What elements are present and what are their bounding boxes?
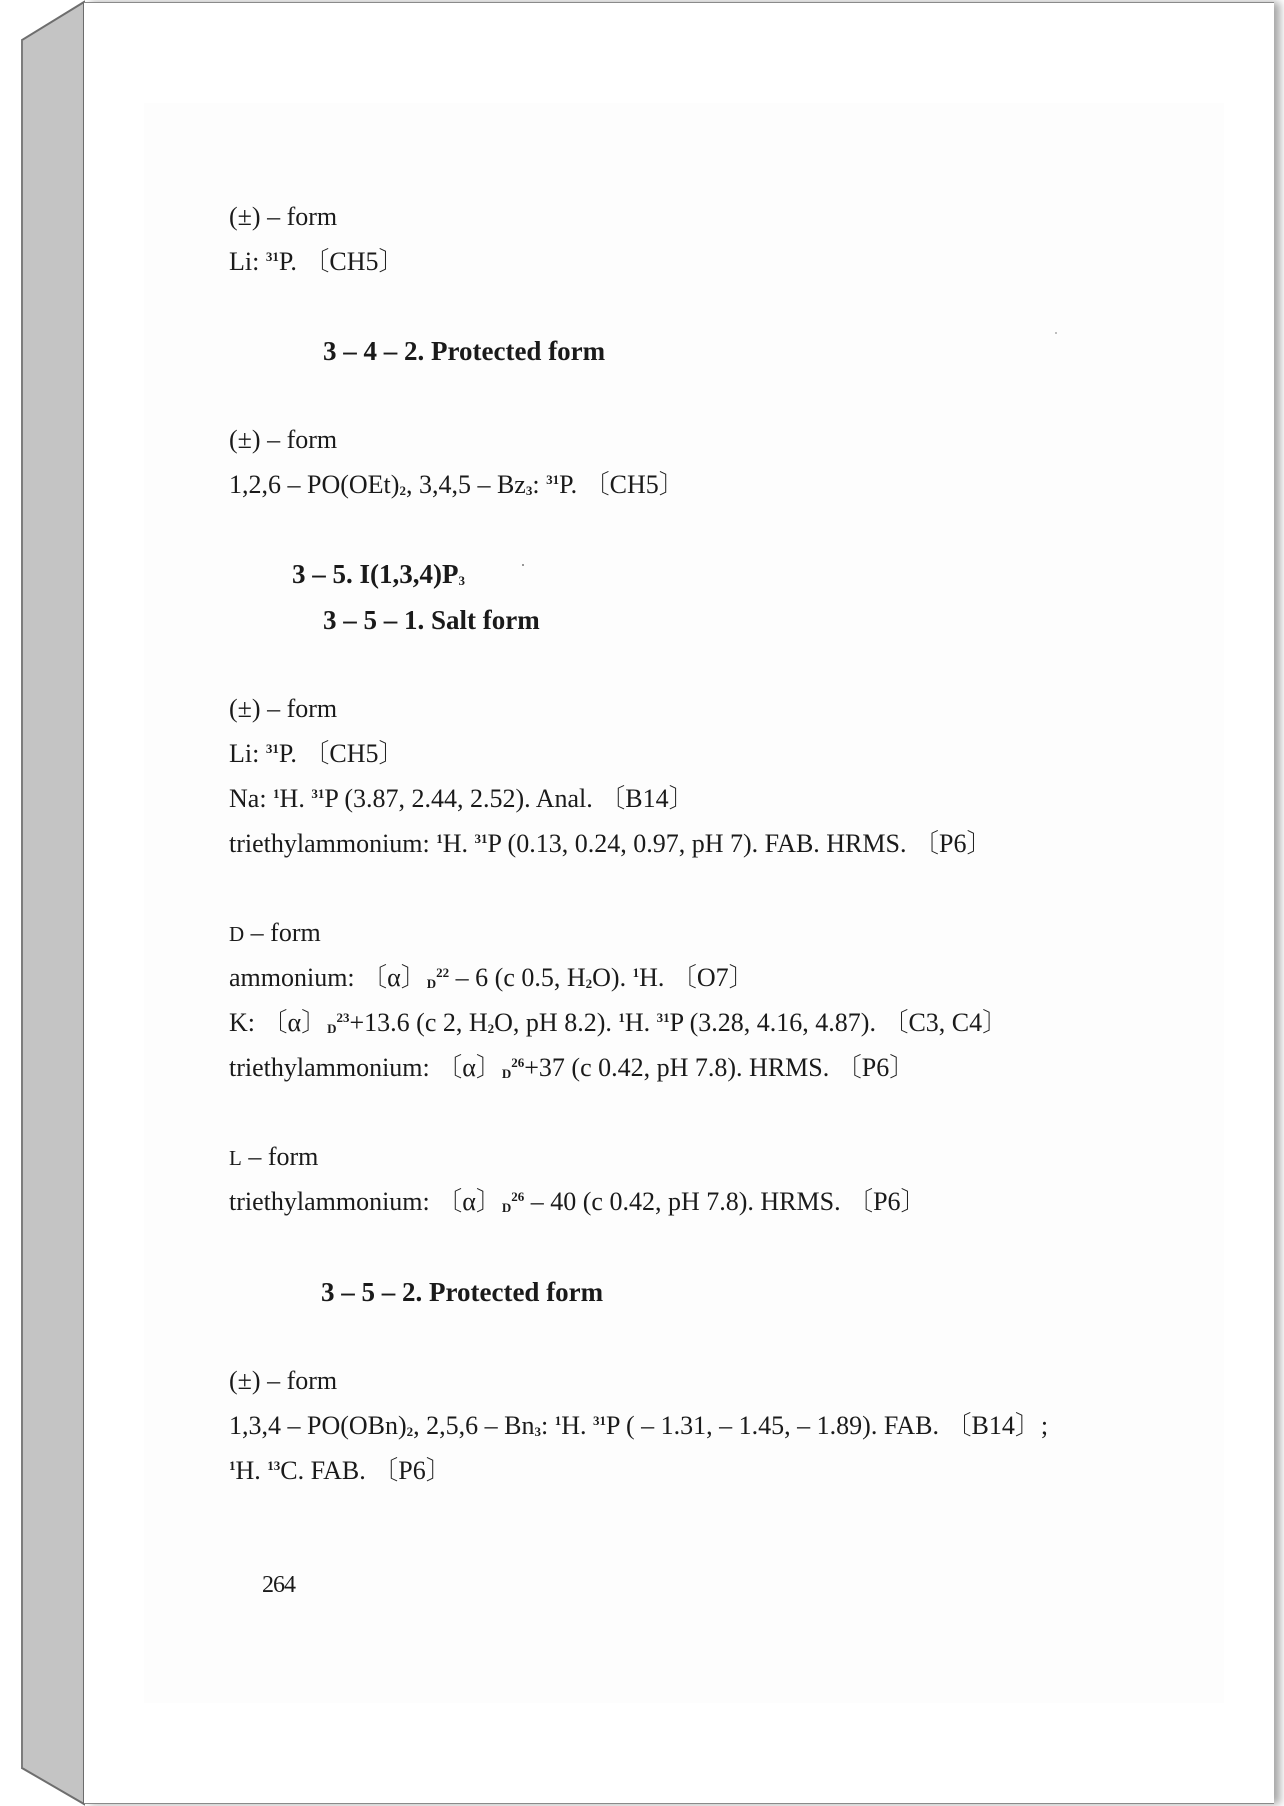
entry-triethylammonium-l: triethylammonium: 〔α〕$D^{26} - 40$ (c 0.42, pH 7.8). HRMS. 〔P6〕: [229, 1187, 927, 1216]
entry-na: Na: $^1$H. $^{31}$P (3.87, 2.44, 2.52). Anal. 〔B14〕: [229, 784, 695, 813]
form-label-racemic-3: (±) – form: [229, 694, 338, 723]
form-label-racemic-4: (±) – form: [229, 1366, 338, 1395]
form-label-l: L – form: [229, 1142, 319, 1171]
section-heading-3-5-1: 3 – 5 – 1. Salt form: [323, 605, 540, 635]
section-heading-3-4-2: 3 – 4 – 2. Protected form: [323, 336, 606, 366]
page-number: 264: [262, 1572, 295, 1598]
entry-triethylammonium-d: triethylammonium: 〔α〕$D^{26}+37$ (c 0.42, pH 7.8). HRMS. 〔P6〕: [229, 1053, 916, 1082]
scan-speck: [1055, 332, 1057, 334]
section-heading-3-5: 3 – 5. $I(1,3,4)P_3$: [292, 559, 465, 589]
entry-ammonium: ammonium: 〔α〕$D^{22} - 6$ (c 0.5, $H_2O$). $^1$H. 〔O7〕: [229, 963, 755, 992]
entry-li-1: Li: $^{31}$P. 〔CH5〕: [229, 247, 405, 276]
entry-triethylammonium-1: triethylammonium: $^1$H. $^{31}$P (0.13, 0.24, 0.97, pH 7). FAB. HRMS. 〔P6〕: [229, 829, 993, 858]
form-label-racemic-2: (±) – form: [229, 425, 338, 454]
entry-protected-oet: $1,2,6 - PO(OEt)_2$, $3,4,5 - Bz_3$: $^{31}$P. 〔CH5〕: [229, 470, 685, 499]
entry-protected-obn-cont: $^1$H. $^{13}$C. FAB. 〔P6〕: [229, 1456, 452, 1485]
entry-k: K: 〔α〕$D^{23}+13.6$ (c 2, $H_2O$, pH 8.2). $^1$H. $^{31}$P (3.28, 4.16, 4.87). 〔C3, C4〕: [229, 1008, 1009, 1037]
form-label-racemic-1: (±) – form: [229, 202, 338, 231]
entry-li-2: Li: $^{31}$P. 〔CH5〕: [229, 739, 405, 768]
entry-protected-obn: $1,3,4 - PO(OBn)_2$, $2,5,6 - Bn_3$: $^1$H. $^{31}$P ( – 1.31, – 1.45, – 1.89). FAB. 〔B14〕;: [229, 1411, 1049, 1440]
section-heading-3-5-2: 3 – 5 – 2. Protected form: [321, 1277, 604, 1307]
form-label-d: D – form: [229, 918, 321, 947]
book-spine: [0, 0, 86, 1806]
scan-speck: [522, 564, 524, 566]
